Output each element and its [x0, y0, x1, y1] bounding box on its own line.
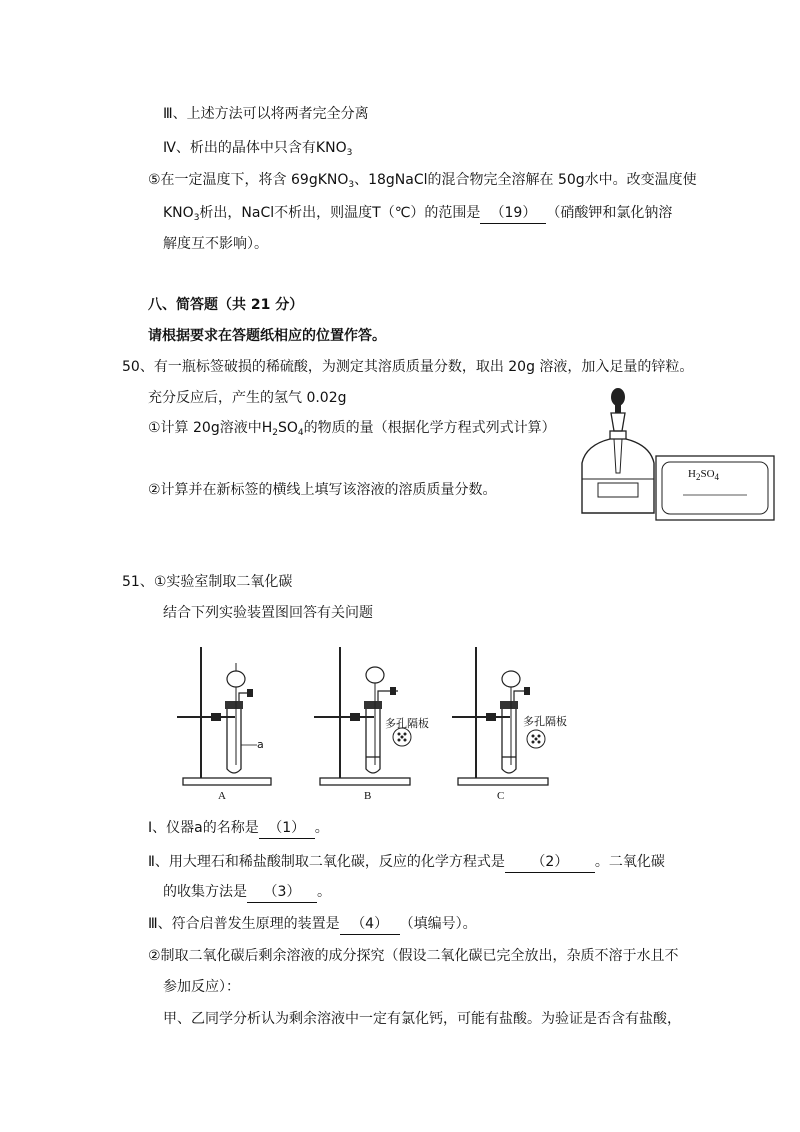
q49-5-line2: $KNO_3$析出，NaCl不析出，则温度T（℃）的范围是 （19） （硝酸钾和氯化钠溶: [163, 205, 673, 223]
section-instruction: 请根据要求在答题纸相应的位置作答。: [148, 328, 386, 344]
q49-option-4: Ⅳ、析出的晶体中只含有$KNO_3$: [163, 140, 353, 158]
q51-i: Ⅰ、仪器a的名称是 （1） 。: [148, 818, 329, 839]
figure-label-c: C: [497, 790, 505, 802]
label-porous-plate-c: 多孔隔板: [523, 715, 567, 728]
label-frame: [655, 455, 775, 521]
label-instrument-a: a: [257, 738, 264, 751]
q49-5-line1: ⑤在一定温度下，将含 69gKNO$_3$、18gNaCl的混合物完全溶解在 50g水中。改变温度使: [148, 172, 697, 190]
apparatus-a: [175, 645, 285, 805]
answer-blank-2: （2）: [505, 852, 595, 873]
q51-line2: 结合下列实验装置图回答有关问题: [163, 605, 373, 621]
q50-line1: 50、有一瓶标签破损的稀硫酸，为测定其溶质质量分数，取出 20g 溶液，加入足量的锌粒。: [122, 359, 694, 375]
figure-label-b: B: [364, 790, 372, 802]
figure-label-a: A: [218, 790, 226, 802]
answer-blank-1: （1）: [259, 818, 315, 839]
q51-2-line3: 甲、乙同学分析认为剩余溶液中一定有氯化钙，可能有盐酸。为验证是否含有盐酸，: [163, 1011, 681, 1027]
q50-line3: ①计算 20g溶液中$H_2SO_4$的物质的量（根据化学方程式列式计算）: [148, 420, 556, 438]
answer-blank-19: （19）: [480, 203, 546, 224]
label-porous-plate-b: 多孔隔板: [385, 717, 429, 730]
q51-iii: Ⅲ、符合启普发生原理的装置是 （4） （填编号）。: [148, 914, 477, 935]
answer-blank-3: （3）: [247, 882, 317, 903]
q51-2-line2: 参加反应）：: [163, 979, 240, 995]
label-formula: $H_2SO_4$: [688, 468, 720, 482]
q51-line1: 51、①实验室制取二氧化碳: [122, 574, 293, 590]
q50-line2: 充分反应后，产生的氢气 0.02g: [148, 390, 347, 406]
q49-option-3: Ⅲ、上述方法可以将两者完全分离: [163, 106, 369, 122]
q51-ii-line2: 的收集方法是 （3） 。: [163, 882, 331, 903]
q51-ii: Ⅱ、用大理石和稀盐酸制取二氧化碳，反应的化学方程式是 （2） 。二氧化碳: [148, 852, 665, 873]
q51-2-line1: ②制取二氧化碳后剩余溶液的成分探究（假设二氧化碳已完全放出，杂质不溶于水且不: [148, 948, 679, 964]
q49-5-line3: 解度互不影响）。: [163, 236, 268, 252]
reagent-bottle-figure: [578, 383, 658, 523]
answer-blank-4: （4）: [340, 914, 400, 935]
section-title: 八、简答题（共 21 分）: [148, 297, 304, 313]
q50-line4: ②计算并在新标签的横线上填写该溶液的溶质质量分数。: [148, 482, 497, 498]
